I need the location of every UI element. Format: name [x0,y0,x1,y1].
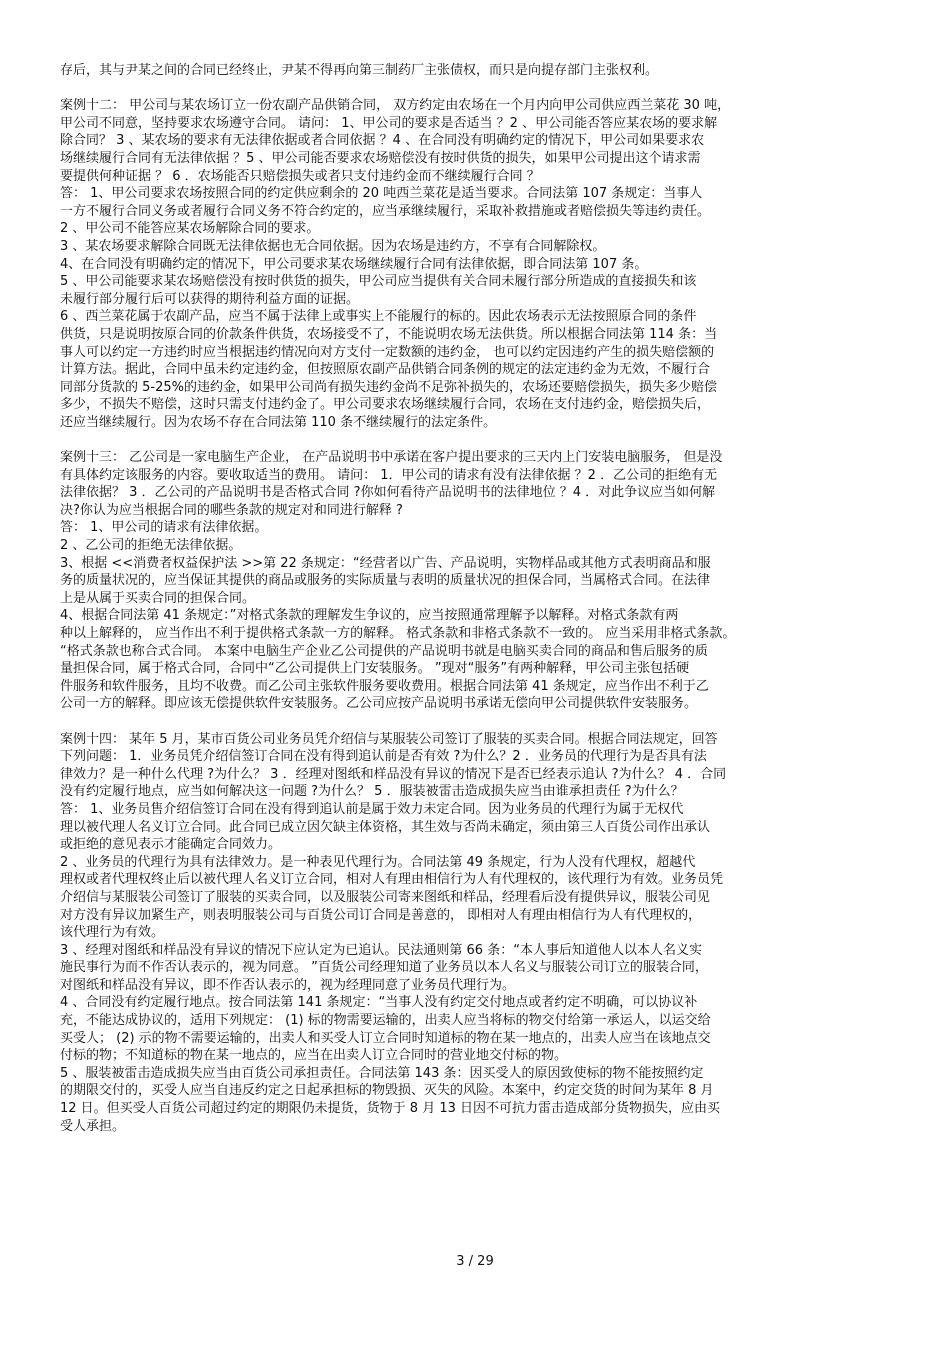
text-line: 一方不履行合同义务或者履行合同义务不符合约定的，应当承继续履行，采取补救措施或者赔偿损失等违约责任。 [60,203,711,219]
text-line: 下列问题： 1．业务员凭介绍信签订合同在没有得到追认前是否有效 ?为什么？2 ．业务员的代理行为是否具有法 [60,749,707,765]
text-line: 种以上解释的， 应当作出不利于提供格式条款一方的解释。 格式条款和非格式条款不一致的。 应当采用非格式条款。 [60,626,736,641]
text-line: 或拒绝的意见表示才能确定合同效力。 [60,837,282,853]
text-line: 案例十四： 某年 5 月，某市百货公司业务员凭介绍信与某服装公司签订了服装的买卖合同。根据合同法规定，回答 [60,731,718,747]
text-line: 充，不能达成协议的，适用下列规定： (1) 标的物需要运输的，出卖人应当将标的物交付给第一承运人，以运交给 [60,1013,711,1029]
text-line: 量担保合同，属于格式合同，合同中“乙公司提供上门安装服务。 ”现对“服务”有两种解释，甲公司主张包括硬 [60,661,690,677]
text-line: 对图纸和样品没有异议，即不作否认表示的，视为经理同意了业务员代理行为。 [60,977,516,993]
text-line: 该代理行为有效。 [60,925,165,941]
text-line: 5 、服装被雷击造成损失应当由百货公司承担责任。合同法第 143 条：因买受人的原因致使标的物不能按照约定 [60,1065,704,1081]
text-line: 没有约定履行地点，应当如何解决这一问题 ?为什么？ 5 ．服装被雷击造成损失应当由谁承担责任 ?为什么？ [60,784,684,800]
text-line: 场继续履行合同有无法律依据 ？5 、甲公司能否要求农场赔偿没有按时供货的损失，如果甲公司提出这个请求需 [60,150,701,166]
text-line: 理权或者代理权终止后以被代理人名义订立合同，相对人有理由相信行为人有代理权的，该代理行为有效。业务员凭 [60,872,724,888]
text-line: 4 、合同没有约定履行地点。按合同法第 141 条规定：“当事人没有约定交付地点或者约定不明确，可以协议补 [60,995,698,1011]
text-line: 有具体约定该服务的内容。要收取适当的费用。 请问： 1．甲公司的请求有没有法律依据 ？2 ．乙公司的拒绝有无 [60,467,718,483]
text-line: 要提供何种证据 ？ 6 ．农场能否只赔偿损失或者只支付违约金而不继续履行合同 ？ [60,168,540,184]
text-line: 存后，其与尹某之间的合同已经终止，尹某不得再向第三制药厂主张债权，而只是向提存部门主张权利。 [60,63,659,78]
text-line: 买受人； (2) 示的物不需要运输的，出卖人和买受人订立合同时知道标的物在某一地点的，出卖人应当在该地点交 [60,1030,711,1046]
text-line: 受人承担。 [60,1118,126,1134]
text-line: 未履行部分履行后可以获得的期待利益方面的证据。 [60,291,360,307]
text-line: 2 、甲公司不能答应某农场解除合同的要求。 [60,221,320,237]
text-line: 法律依据？ 3 ．乙公司的产品说明书是否格式合同 ?你如何看待产品说明书的法律地位 ？4 ．对此争议应当如何解 [60,485,716,501]
text-line: 3 、经理对图纸和样品没有异议的情况下应认定为已追认。民法通则第 66 条：“本人事后知道他人以本人名义实 [60,942,702,958]
text-line: 介绍信与某服装公司签订了服装的买卖合同，以及服装公司寄来图纸和样品，经理看后没有提供异议，服装公司见 [60,889,711,905]
text-line: 12 日。但买受人百货公司超过约定的期限仍未提货，货物于 8 月 13 日因不可抗力雷击造成部分货物损失，应由买 [60,1101,721,1117]
text-line: 同部分货款的 5-25%的违约金，如果甲公司尚有损失违约金尚不足弥补损失的，农场还要赔偿损失，损失多少赔偿 [60,379,717,395]
text-line: 3、根据 <<消费者权益保护法 >>第 22 条规定：“经营者以广告、产品说明，实物样品或其他方式表明商品和服 [60,555,711,571]
text-line: 答： 1、甲公司的请求有法律依据。 [60,520,268,536]
blank-line [60,713,890,731]
text-line: 上是从属于买卖合同的担保合同。 [60,590,256,606]
text-line: 甲公司不同意，坚持要求农场遵守合同。 请问： 1、甲公司的要求是否适当 ？2 、甲公司能否答应某农场的要求解 [60,115,718,131]
text-line: 2 、乙公司的拒绝无法律依据。 [60,538,242,554]
text-line: 理以被代理人名义订立合同。此合同已成立因欠缺主体资格，其生效与否尚未确定，须由第三人百货公司作出承认 [60,819,711,835]
text-line: 件服务和软件服务，且均不收费。而乙公司主张软件服务要收费用。根据合同法第 41 条规定，应当作出不利于乙 [60,678,709,694]
text-line: “格式条款也称合式合同。 本案中电脑生产企业乙公司提供的产品说明书就是电脑买卖合同的商品和售后服务的质 [60,643,708,659]
text-line: 答： 1、甲公司要求农场按照合同的约定供应剩余的 20 吨西兰菜花是适当要求。合同法第 107 条规定：当事人 [60,186,703,202]
text-line: 施民事行为而不作否认表示的，视为同意。 ”百货公司经理知道了业务员以本人名义与服装公司订立的服装合同， [60,960,708,976]
text-line: 案例十二： 甲公司与某农场订立一份农副产品供销合同， 双方约定由农场在一个月内向甲公司供应西兰菜花 30 吨， [60,98,731,114]
text-line: 5 、甲公司能要求某农场赔偿没有按时供货的损失，甲公司应当提供有关合同未履行部分所造成的直接损失和该 [60,274,697,290]
text-line: 务的质量状况的，应当保证其提供的商品或服务的实际质量与表明的质量状况的担保合同，当属格式合同。在法律 [60,573,711,589]
text-line: 答： 1、业务员售介绍信签订合同在没有得到追认前是属于效力未定合同。因为业务员的代理行为属于无权代 [60,801,684,817]
text-line: 事人可以约定一方违约时应当根据违约情况向对方支付一定数额的违约金， 也可以约定因违约产生的损失赔偿额的 [60,344,715,360]
text-line: 6 、西兰菜花属于农副产品，应当不属于法律上或事实上不能履行的标的。因此农场表示无法按照原合同的条件 [60,309,697,325]
text-line: 决?你认为应当根据合同的哪些条款的规定对和同进行解释 ? [60,502,403,518]
text-line: 律效力？是一种什么代理 ?为什么？ 3 ．经理对图纸和样品没有异议的情况下是否已经表示追认 ?为什么？ 4 ．合同 [60,766,727,782]
text-line: 对方没有异议加紧生产，则表明服装公司与百货公司订合同是善意的， 即相对人有理由相信行为人有代理权的， [60,907,702,923]
text-line: 4、在合同没有明确约定的情况下，甲公司要求某农场继续履行合同有法律依据，即合同法第 107 条。 [60,256,648,272]
text-line: 除合同？ 3 、某农场的要求有无法律依据或者合同依据 ？4 、在合同没有明确约定的情况下，甲公司如果要求农 [60,133,705,149]
blank-line [60,431,890,449]
document-body [60,62,890,1135]
text-line: 供货，只是说明按原合同的价款条件供货，农场接受不了，不能说明农场无法供货。所以根据合同法第 114 条：当 [60,326,718,342]
text-line: 还应当继续履行。因为农场不存在合同法第 110 条不继续履行的法定条件。 [60,414,497,430]
text-line: 3 、某农场要求解除合同既无法律依据也无合同依据。因为农场是违约方，不享有合同解除权。 [60,238,606,254]
text-line: 案例十三： 乙公司是一家电脑生产企业， 在产品说明书中承诺在客户提出要求的三天内上门安装电脑服务， 但是没 [60,450,723,466]
text-line: 计算方法。据此，合同中虽未约定违约金，但按照原农副产品供销合同条例的规定的法定违约金为无效，不履行合 [60,362,711,378]
text-line: 的期限交付的，买受人应当自违反约定之日起承担标的物毁损、灭失的风险。本案中，约定交货的时间为某年 8 月 [60,1083,714,1099]
text-line: 2 、业务员的代理行为具有法律效力。是一种表见代理行为。合同法第 49 条规定，行为人没有代理权，超越代 [60,854,696,870]
text-line: 公司一方的解释。即应该无偿提供软件安装服务。乙公司应按产品说明书承诺无偿向甲公司提供软件安装服务。 [60,696,698,712]
text-line: 付标的物；不知道标的物在某一地点的，应当在出卖人订立合同时的营业地交付标的物。 [60,1048,568,1064]
blank-line [60,80,890,98]
text-line: 4、根据合同法第 41 条规定：”对格式条款的理解发生争议的，应当按照通常理解予以解释。对格式条款有两 [60,608,679,624]
text-line: 多少，不损失不赔偿，这时只需支付违约金了。甲公司要求农场继续履行合同，农场在支付违约金，赔偿损失后， [60,397,711,413]
page-number: 3 / 29 [456,1254,494,1269]
